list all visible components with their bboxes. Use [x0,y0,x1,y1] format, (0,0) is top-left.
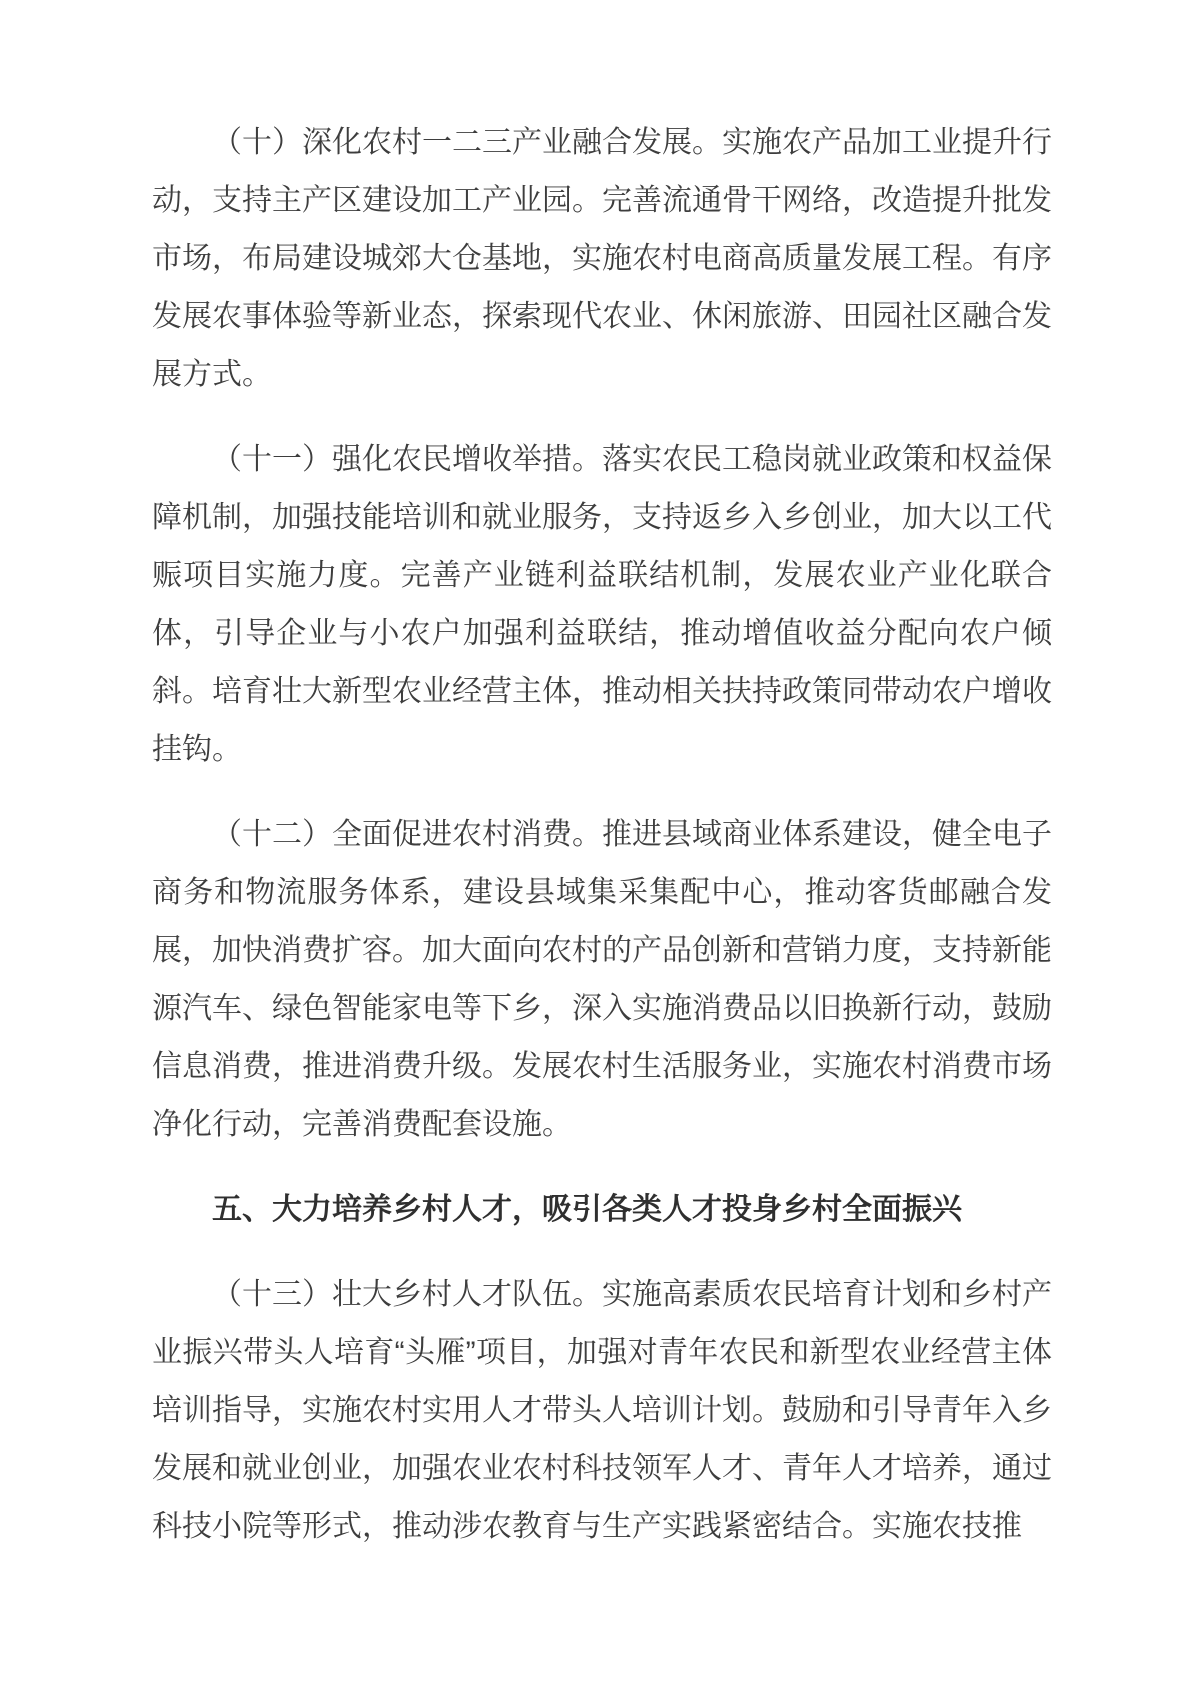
paragraph-item-10: （十）深化农村一二三产业融合发展。实施农产品加工业提升行动，支持主产区建设加工产业园。完善流通骨干网络，改造提升批发市场，布局建设城郊大仓基地，实施农村电商高质量发展工程。有序发展农事体验等新业态，探索现代农业、休闲旅游、田园社区融合发展方式。 [152,126,1052,391]
paragraph-item-13: （十三）壮大乡村人才队伍。实施高素质农民培育计划和乡村产业振兴带头人培育“头雁”项目，加强对青年农民和新型农业经营主体培训指导，实施农村实用人才带头人培训计划。鼓励和引导青年入乡发展和就业创业，加强农业农村科技领军人才、青年人才培养，通过科技小院等形式，推动涉农教育与生产实践紧密结合。实施农技推 [152,1278,1052,1543]
paragraph-item-11: （十一）强化农民增收举措。落实农民工稳岗就业政策和权益保障机制，加强技能培训和就业服务，支持返乡入乡创业，加大以工代赈项目实施力度。完善产业链利益联结机制，发展农业产业化联合体，引导企业与小农户加强利益联结，推动增值收益分配向农户倾斜。培育壮大新型农业经营主体，推动相关扶持政策同带动农户增收挂钩。 [152,443,1052,766]
document-content [152,114,1052,1583]
section-heading-five: 五、大力培养乡村人才，吸引各类人才投身乡村全面振兴 [212,1193,962,1226]
paragraph-item-12: （十二）全面促进农村消费。推进县域商业体系建设，健全电子商务和物流服务体系，建设县域集采集配中心，推动客货邮融合发展，加快消费扩容。加大面向农村的产品创新和营销力度，支持新能源汽车、绿色智能家电等下乡，深入实施消费品以旧换新行动，鼓励信息消费，推进消费升级。发展农村生活服务业，实施农村消费市场净化行动，完善消费配套设施。 [152,818,1052,1141]
